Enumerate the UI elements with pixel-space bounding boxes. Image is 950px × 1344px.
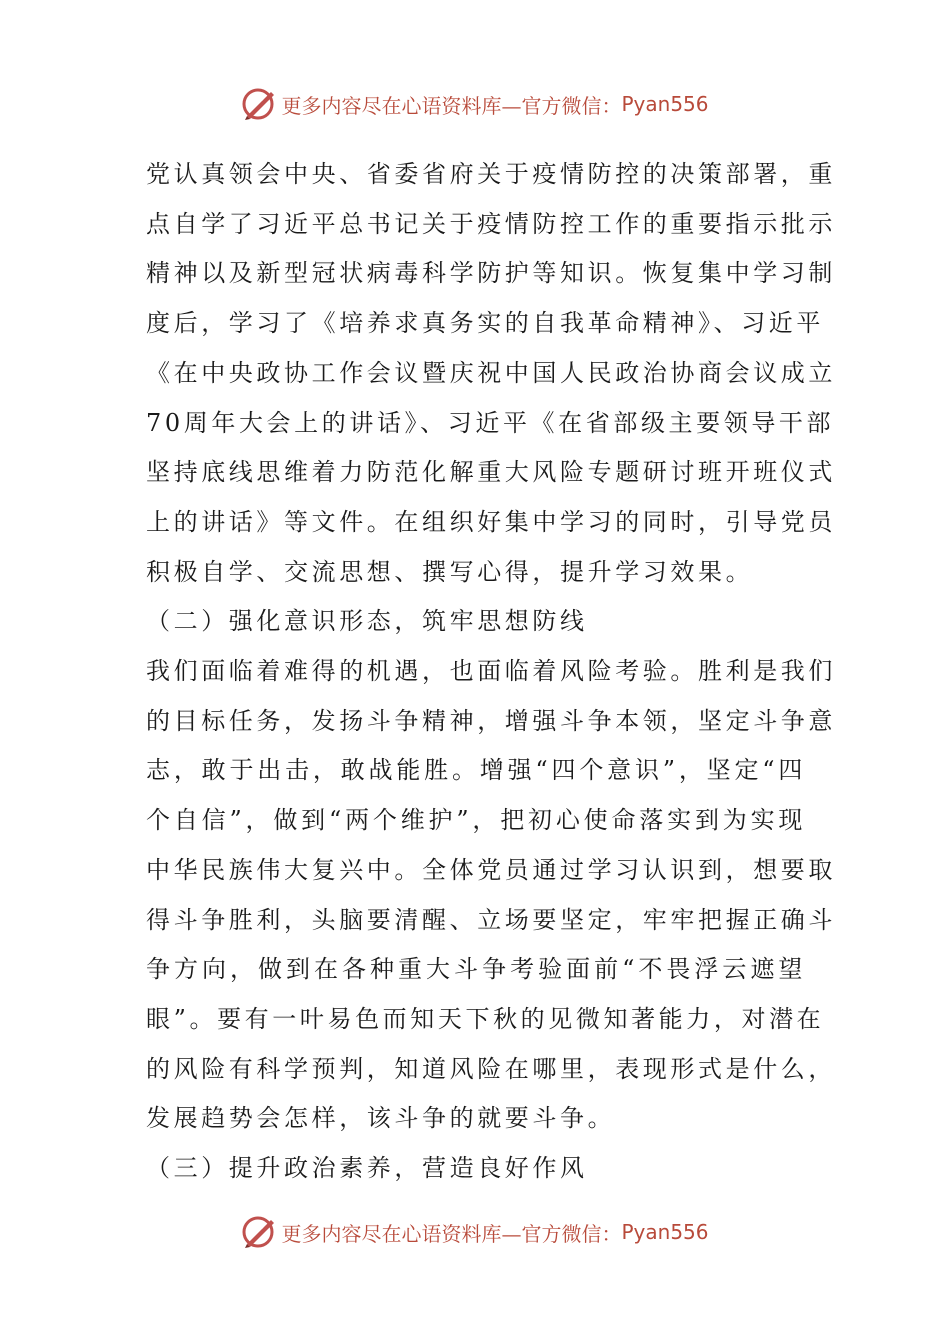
text-line: 上的讲话》等文件。在组织好集中学习的同时，引导党员	[146, 507, 836, 536]
text-line: 的风险有科学预判，知道风险在哪里，表现形式是什么，	[146, 1054, 836, 1083]
text-line: 眼”。要有一叶易色而知天下秋的见微知著能力，对潜在	[146, 1004, 825, 1033]
section-heading-3: （三）提升政治素养，营造良好作风	[146, 1154, 588, 1183]
header-banner	[0, 84, 950, 124]
text-line: 的目标任务，发扬斗争精神，增强斗争本领，坚定斗争意	[146, 706, 836, 735]
text-line: 中华民族伟大复兴中。全体党员通过学习认识到，想要取	[146, 855, 836, 884]
paragraph-1	[146, 150, 836, 597]
text-line: 我们面临着难得的机遇，也面临着风险考验。胜利是我们	[146, 657, 836, 686]
paragraph-2	[146, 647, 836, 1144]
banner-text: 更多内容尽在心语资料库—官方微信：	[281, 93, 622, 118]
text-line: 度后，学习了《培养求真务实的自我革命精神》、习近平	[146, 309, 824, 338]
text-line: 70周年大会上的讲话》、习近平《在省部级主要领导干部	[146, 408, 835, 437]
text-line: 坚持底线思维着力防范化解重大风险专题研讨班开班仪式	[146, 458, 836, 487]
text-line: 党认真领会中央、省委省府关于疫情防控的决策部署，重	[146, 160, 836, 188]
text-line: 争方向，做到在各种重大斗争考验面前“不畏浮云遮望	[146, 955, 806, 984]
text-line: 得斗争胜利，头脑要清醒、立场要坚定，牢牢把握正确斗	[146, 905, 836, 934]
footer-banner	[0, 1212, 950, 1252]
wechat-id: Pyan556	[621, 92, 709, 116]
text-line: 精神以及新型冠状病毒科学防护等知识。恢复集中学习制	[146, 259, 836, 288]
section-heading-2: （二）强化意识形态，筑牢思想防线	[146, 607, 588, 636]
wechat-id: Pyan556	[621, 1220, 709, 1244]
pen-logo-icon	[241, 86, 277, 122]
pen-logo-icon	[241, 1214, 277, 1250]
text-line: 积极自学、交流思想、撰写心得，提升学习效果。	[146, 557, 754, 586]
text-line: 个自信”，做到“两个维护”，把初心使命落实到为实现	[146, 806, 806, 835]
text-line: 《在中央政协工作会议暨庆祝中国人民政治协商会议成立	[146, 358, 836, 387]
text-line: 志，敢于出击，敢战能胜。增强“四个意识”，坚定“四	[146, 756, 806, 785]
document-body	[146, 150, 836, 1194]
banner-text: 更多内容尽在心语资料库—官方微信：	[281, 1221, 622, 1246]
text-line: 点自学了习近平总书记关于疫情防控工作的重要指示批示	[146, 209, 836, 238]
text-line: 发展趋势会怎样，该斗争的就要斗争。	[146, 1104, 616, 1133]
